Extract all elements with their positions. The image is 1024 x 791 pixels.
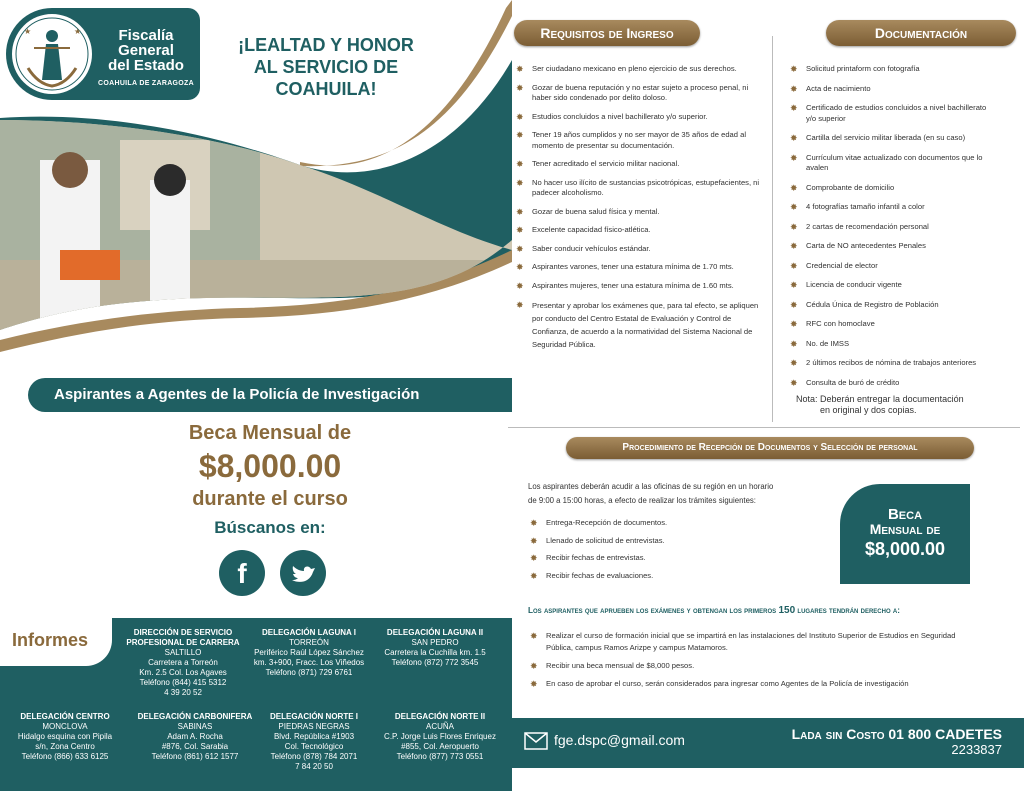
requisitos-list <box>516 64 768 351</box>
list-item: ✸ Consulta de buró de crédito <box>790 378 990 389</box>
list-item: ✸ Realizar el curso de formación inicial que se impartirá en las instalaciones del Instituto Superior de Estudios en Seguridad Pública, campus Ramos Arizpe y campus Matamoros. <box>530 630 970 654</box>
list-item: ✸ Aspirantes mujeres, tener una estatura mínima de 1.60 mts. <box>516 281 768 292</box>
list-item: ✸ Credencial de elector <box>790 261 990 272</box>
informes-label: Informes <box>12 630 89 650</box>
list-item: ✸ Tener 19 años cumplidos y no ser mayor de 35 años de edad al momento de presentar su documentación. <box>516 130 768 151</box>
office-laguna-ii: DELEGACIÓN LAGUNA II SAN PEDRO Carretera la Cuchilla km. 1.5 Teléfono (872) 772 3545 <box>384 628 486 667</box>
office-saltillo: DIRECCIÓN DE SERVICIO PROFESIONAL DE CARRERA SALTILLO Carretera a Torreón Km. 2.5 Col. Los Agaves Teléfono (844) 415 5312 4 39 20 52 <box>126 628 240 697</box>
column-divider <box>772 36 773 422</box>
requisitos-header: Requisitos de Ingreso <box>514 20 700 46</box>
list-item: ✸ Recibir una beca mensual de $8,000 pesos. <box>530 661 970 672</box>
list-item: ✸ Recibir fechas de entrevistas. <box>530 553 830 564</box>
list-item: ✸ Estudios concluidos a nivel bachillerato y/o superior. <box>516 112 768 123</box>
office-norte-ii: DELEGACIÓN NORTE II ACUÑA C.P. Jorge Luis Flores Enriquez #855, Col. Aeropuerto Teléfono (877) 773 0551 <box>384 712 496 761</box>
logo-title: Fiscalía General del Estado <box>108 27 184 74</box>
list-item: ✸ Carta de NO antecedentes Penales <box>790 241 990 252</box>
beca-mensual: Beca Mensual de $8,000.00 durante el curso <box>188 422 352 510</box>
list-item: ✸ Cartilla del servicio militar liberada (en su caso) <box>790 133 990 144</box>
list-item: ✸ Excelente capacidad físico-atlética. <box>516 225 768 236</box>
office-norte-i: DELEGACIÓN NORTE I PIEDRAS NEGRAS Blvd. República #1903 Col. Tecnológico Teléfono (878) 784 2071 7 84 20 50 <box>269 712 358 771</box>
list-item: ✸ Certificado de estudios concluidos a nivel bachillerato y/o superior <box>790 103 990 124</box>
twitter-icon[interactable] <box>280 550 326 596</box>
list-item: ✸ Ser ciudadano mexicano en pleno ejercicio de sus derechos. <box>516 64 768 75</box>
logo-subtitle: COAHUILA DE ZARAGOZA <box>98 80 194 87</box>
procedimiento-intro: Los aspirantes deberán acudir a las oficinas de su región en un horario de 9:00 a 15:00 horas, a efecto de realizar los trámites siguientes: <box>528 482 774 505</box>
procedimiento-header: Procedimiento de Recepción de Documentos y Selección de personal <box>566 437 974 459</box>
list-item: ✸ No. de IMSS <box>790 339 990 350</box>
lada-sin-costo: Lada sin Costo 01 800 CADETES 2233837 <box>791 726 1002 757</box>
list-item: ✸ RFC con homoclave <box>790 319 990 330</box>
list-item: ✸ Currículum vitae actualizado con documentos que lo avalen <box>790 153 990 174</box>
documentacion-header: Documentación <box>826 20 1016 46</box>
facebook-icon[interactable] <box>219 550 265 596</box>
nota-documentacion: Nota: Deberán entregar la documentación en original y dos copias. <box>796 394 964 415</box>
list-item: ✸ Presentar y aprobar los exámenes que, para tal efecto, se apliquen por conducto del Centro Estatal de Evaluación y Control de Confianza, de acuerdo a la normatividad del Sistema Nacional de Seguridad Pública. <box>516 299 768 351</box>
office-centro: DELEGACIÓN CENTRO MONCLOVA Hidalgo esquina con Pipila s/n, Zona Centro Teléfono (866) 633 6125 <box>17 712 113 761</box>
fiscalia-logo <box>6 8 200 100</box>
aprueben-heading: Los aspirantes que aprueben los exámenes y obtengan los primeros 150 lugares tendrán derecho a: <box>528 605 900 616</box>
tramites-list <box>530 518 830 581</box>
list-item: ✸ Saber conducir vehículos estándar. <box>516 244 768 255</box>
list-item: ✸ No hacer uso ilícito de sustancias psicotrópicas, estupefacientes, ni padecer alcoholismo. <box>516 178 768 199</box>
list-item: ✸ 4 fotografías tamaño infantil a color <box>790 202 990 213</box>
list-item: ✸ Llenado de solicitud de entrevistas. <box>530 536 830 547</box>
footer <box>512 718 1024 768</box>
list-item: ✸ En caso de aprobar el curso, serán considerados para ingresar como Agentes de la Policía de investigación <box>530 679 970 690</box>
beca-box: Beca Mensual de $8,000.00 <box>840 484 970 584</box>
svg-text:★: ★ <box>74 27 82 36</box>
list-item: ✸ 2 últimos recibos de nómina de trabajos anteriores <box>790 358 990 369</box>
svg-text:★: ★ <box>24 27 32 36</box>
list-item: ✸ Tener acreditado el servicio militar nacional. <box>516 159 768 170</box>
list-item: ✸ 2 cartas de recomendación personal <box>790 222 990 233</box>
list-item: ✸ Gozar de buena reputación y no estar sujeto a proceso penal, ni haber sido condenado por delito doloso. <box>516 83 768 104</box>
agents-photo <box>0 120 512 358</box>
list-item: ✸ Recibir fechas de evaluaciones. <box>530 571 830 582</box>
list-item: ✸ Gozar de buena salud física y mental. <box>516 207 768 218</box>
beneficios-list <box>530 630 970 689</box>
list-item: ✸ Comprobante de domicilio <box>790 183 990 194</box>
aspirantes-banner: Aspirantes a Agentes de la Policía de Investigación <box>28 378 512 412</box>
list-item: ✸ Licencia de conducir vigente <box>790 280 990 291</box>
section-divider <box>508 427 1020 428</box>
buscanos-label: Búscanos en: <box>214 518 326 537</box>
mail-icon <box>524 732 548 750</box>
office-laguna-i: DELEGACIÓN LAGUNA I TORREÓN Periférico Raúl López Sánchez km. 3+900, Fracc. Los Viñedos Teléfono (871) 729 6761 <box>253 628 365 677</box>
email-link[interactable]: fge.dspc@gmail.com <box>554 732 685 748</box>
office-carbonifera: DELEGACIÓN CARBONIFERA SABINAS Adam A. Rocha #876, Col. Sarabia Teléfono (861) 612 1577 <box>137 712 253 761</box>
justice-emblem <box>10 12 94 96</box>
slogan: ¡LEALTAD Y HONOR AL SERVICIO DE COAHUILA! <box>238 35 414 99</box>
list-item: ✸ Aspirantes varones, tener una estatura mínima de 1.70 mts. <box>516 262 768 273</box>
svg-text:f: f <box>237 558 247 589</box>
list-item: ✸ Cédula Única de Registro de Población <box>790 300 990 311</box>
documentacion-list <box>790 64 990 388</box>
list-item: ✸ Solicitud printaform con fotografía <box>790 64 990 75</box>
list-item: ✸ Entrega-Recepción de documentos. <box>530 518 830 529</box>
list-item: ✸ Acta de nacimiento <box>790 84 990 95</box>
